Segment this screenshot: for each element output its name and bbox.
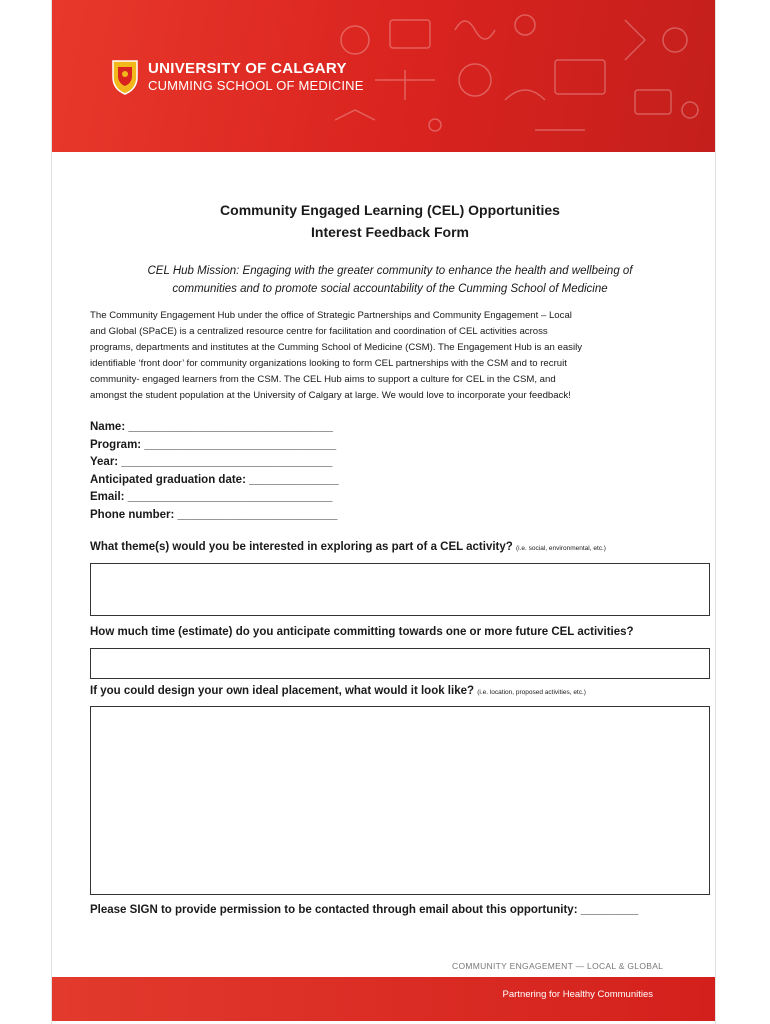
intro-line: and Global (SPaCE) is a centralized resource centre for facilitation and coordination of CEL activities across — [90, 326, 548, 338]
name-field[interactable]: Name: ________________________________ — [90, 421, 334, 433]
signature-field[interactable]: Please SIGN to provide permission to be contacted through email about this opportunity: _________ — [90, 904, 639, 916]
intro-line: identifiable ‘front door’ for community organizations looking to form CEL partnerships with the CSM and to recruit — [90, 358, 567, 370]
personal-info-fields — [90, 419, 339, 525]
question-text: What theme(s) would you be interested in exploring as part of a CEL activity? — [90, 541, 513, 553]
placement-answer-box[interactable] — [90, 706, 710, 895]
intro-line: programs, departments and institutes at the Cumming School of Medicine (CSM). The Engagement Hub is an easily — [90, 342, 583, 354]
question-hint: (i.e. social, environmental, etc.) — [516, 545, 606, 552]
graduation-date-field[interactable]: Anticipated graduation date: ______________ — [90, 473, 339, 486]
footer-department: COMMUNITY ENGAGEMENT — LOCAL & GLOBAL — [452, 961, 664, 971]
header-banner — [52, 0, 715, 152]
email-field[interactable]: Email: ________________________________ — [90, 491, 333, 504]
year-field[interactable]: Year: _________________________________ — [90, 456, 333, 469]
form-page — [52, 0, 715, 1024]
footer-tagline: Partnering for Healthy Communities — [502, 989, 653, 1000]
question-placement — [90, 685, 586, 697]
mission-statement — [90, 262, 690, 298]
uofc-shield-icon — [110, 57, 140, 95]
themes-answer-box[interactable] — [90, 563, 710, 616]
form-title-line1: Community Engaged Learning (CEL) Opportunities — [220, 202, 560, 218]
time-answer-box[interactable] — [90, 648, 710, 679]
question-themes — [90, 541, 606, 553]
phone-field[interactable]: Phone number: _________________________ — [90, 508, 338, 521]
intro-line: amongst the student population at the University of Calgary at large. We would love to incorporate your feedback! — [90, 390, 571, 402]
mission-line: communities and to promote social accountability of the Cumming School of Medicine — [172, 283, 608, 295]
program-field[interactable]: Program: ______________________________ — [90, 438, 337, 451]
footer-bar — [52, 977, 715, 1021]
form-title-line2: Interest Feedback Form — [311, 224, 469, 240]
university-logo — [110, 55, 364, 97]
intro-paragraph — [90, 308, 685, 405]
mission-line: CEL Hub Mission: Engaging with the greater community to enhance the health and wellbeing of — [147, 265, 633, 277]
intro-line: The Community Engagement Hub under the office of Strategic Partnerships and Community Engagement – Local — [90, 310, 572, 321]
question-hint: (i.e. location, proposed activities, etc.) — [477, 689, 586, 696]
question-time: How much time (estimate) do you anticipate committing towards one or more future CEL activities? — [90, 626, 634, 638]
school-name: CUMMING SCHOOL OF MEDICINE — [148, 77, 364, 93]
university-name: UNIVERSITY OF CALGARY — [148, 59, 347, 77]
question-text: If you could design your own ideal placement, what would it look like? — [90, 685, 475, 697]
intro-line: community- engaged learners from the CSM. The CEL Hub aims to support a culture for CEL in the CSM, and — [90, 374, 556, 386]
